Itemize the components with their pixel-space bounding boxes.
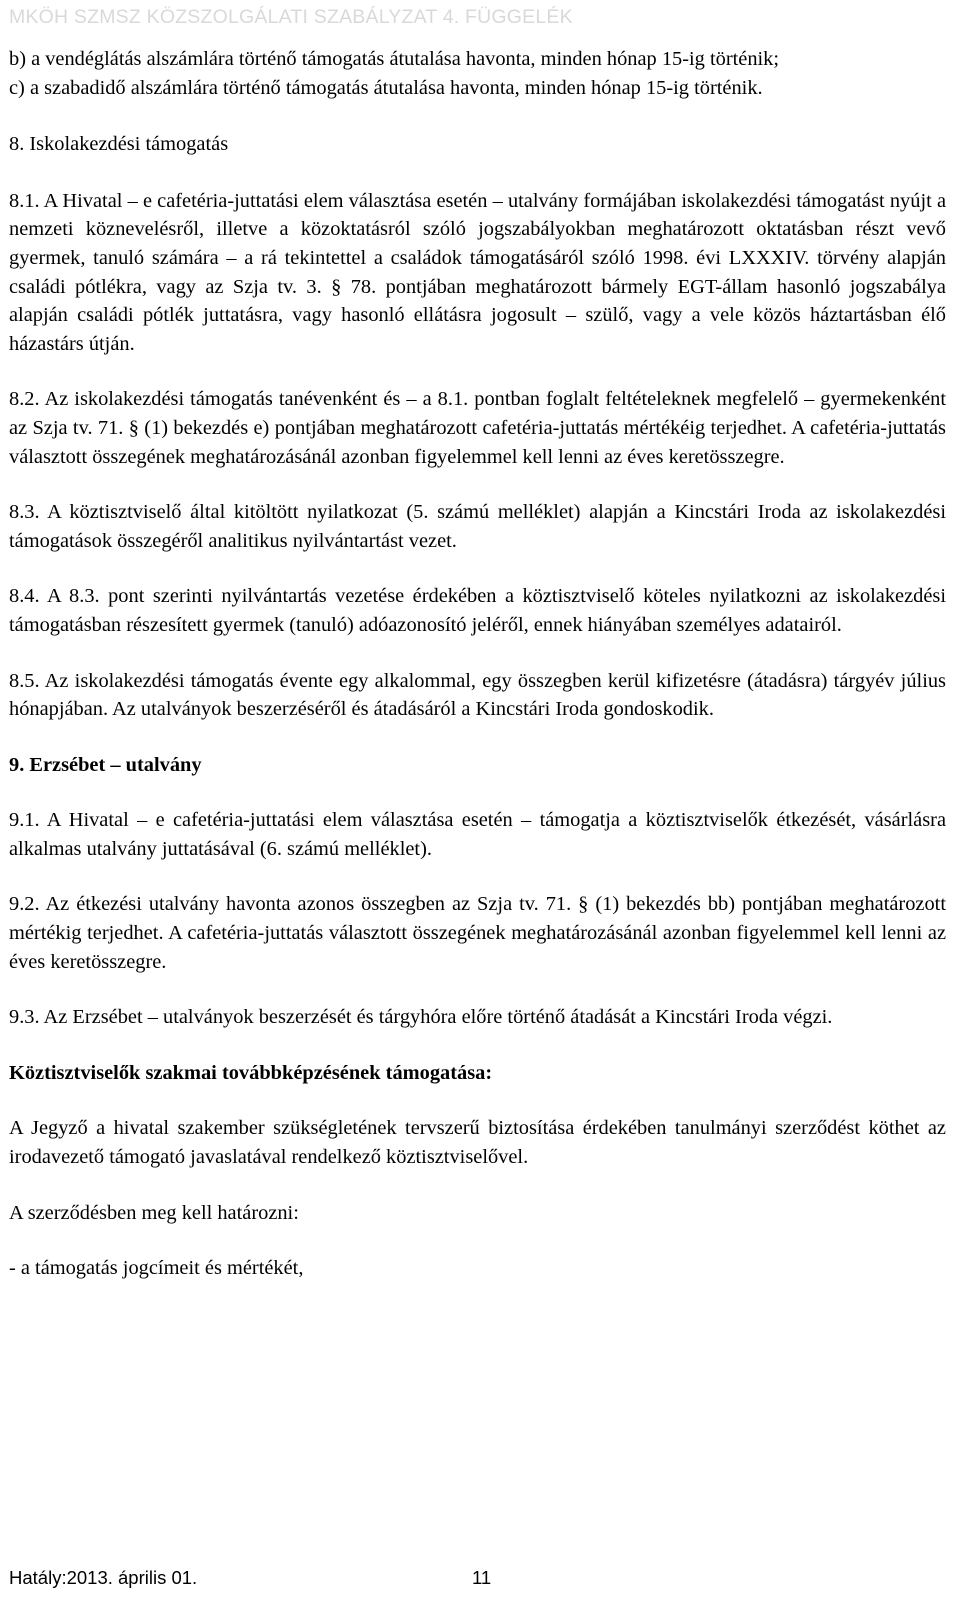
intro-item-b: b) a vendéglátás alszámlára történő támogatás átutalása havonta, minden hónap 15-ig történik; bbox=[9, 48, 780, 70]
section-8-4-paragraph: 8.4. A 8.3. pont szerinti nyilvántartás vezetése érdekében a köztisztviselő köteles nyilatkozni az iskolakezdési támogatásban részesített gyermek (tanuló) adóazonosító jeléről, ennek hiányában személyes adatairól. bbox=[9, 585, 946, 636]
effective-date: Hatály:2013. április 01. bbox=[9, 1567, 198, 1588]
training-list-item: - a támogatás jogcímeit és mértékét, bbox=[9, 1257, 304, 1280]
section-9-1-paragraph: 9.1. A Hivatal – e cafetéria-juttatási elem választása esetén – támogatja a köztisztviselők étkezését, vásárlásra alkalmas utalvány juttatásával (6. számú melléklet). bbox=[9, 809, 946, 860]
section-8-heading: 8. Iskolakezdési támogatás bbox=[9, 133, 229, 156]
section-9-heading: 9. Erzsébet – utalvány bbox=[9, 753, 202, 776]
section-8-5-paragraph: 8.5. Az iskolakezdési támogatás évente egy alkalommal, egy összegben kerül kifizetésre (átadásra) tárgyév július hónapjában. Az utalványok beszerzéséről és átadásáról a Kincstári Iroda gondoskodik. bbox=[9, 669, 946, 721]
intro-item-c: c) a szabadidő alszámlára történő támogatás átutalása havonta, minden hónap 15-ig történik. bbox=[9, 76, 763, 99]
section-9-3-paragraph: 9.3. Az Erzsébet – utalványok beszerzését és tárgyhóra előre történő átadását a Kincstári Iroda végzi. bbox=[9, 1006, 833, 1029]
section-8-3-paragraph: 8.3. A köztisztviselő által kitöltött nyilatkozat (5. számú melléklet) alapján a Kincstári Iroda az iskolakezdési támogatások összegéről analitikus nyilvántartást vezet. bbox=[9, 501, 946, 552]
page-footer bbox=[9, 1567, 492, 1589]
training-paragraph: A Jegyző a hivatal szakember szükségletének tervszerű biztosítása érdekében tanulmányi szerződést köthet az irodavezető támogató javaslatával rendelkező köztisztviselővel. bbox=[9, 1117, 946, 1169]
page-header: MKÖH SZMSZ KÖZSZOLGÁLATI SZABÁLYZAT 4. FÜGGELÉK bbox=[9, 6, 573, 28]
training-contract-intro: A szerződésben meg kell határozni: bbox=[9, 1201, 299, 1224]
training-heading: Köztisztviselők szakmai továbbképzésének támogatása: bbox=[9, 1061, 493, 1084]
page-number: 11 bbox=[472, 1567, 492, 1588]
section-9-2-paragraph: 9.2. Az étkezési utalvány havonta azonos összegben az Szja tv. 71. § (1) bekezdés bb) pontjában meghatározott mértékig terjedhet. A cafetéria-juttatás választott összegének meghatározásánál azonban figyelemmel kell lenni az éves keretösszegre. bbox=[9, 893, 946, 973]
section-8-1-paragraph: 8.1. A Hivatal – e cafetéria-juttatási elem választása esetén – utalvány formájában iskolakezdési támogatást nyújt a nemzeti köznevelésről, illetve a közoktatásról szóló jogszabályokban meghatározott oktatásban részt vevő gyermek, tanuló számára – a rá tekintettel a családok támogatásáról szóló 1998. évi LXXXIV. törvény alapján családi pótlékra, vagy az Szja tv. 3. § 78. pontjában meghatározott bármely EGT-állam hasonló jogszabálya alapján családi pótlék juttatásra, vagy hasonló ellátásra jogosult – szülő, vagy a vele közös háztartásban élő házastárs útján. bbox=[9, 189, 946, 355]
section-8-2-paragraph: 8.2. Az iskolakezdési támogatás tanévenként és – a 8.1. pontban foglalt feltételeknek megfelelő – gyermekenként az Szja tv. 71. § (1) bekezdés e) pontjában meghatározott cafetéria-juttatás mértékéig terjedhet. A cafetéria-juttatás választott összegének meghatározásánál azonban figyelemmel kell lenni az éves keretösszegre. bbox=[9, 388, 946, 468]
